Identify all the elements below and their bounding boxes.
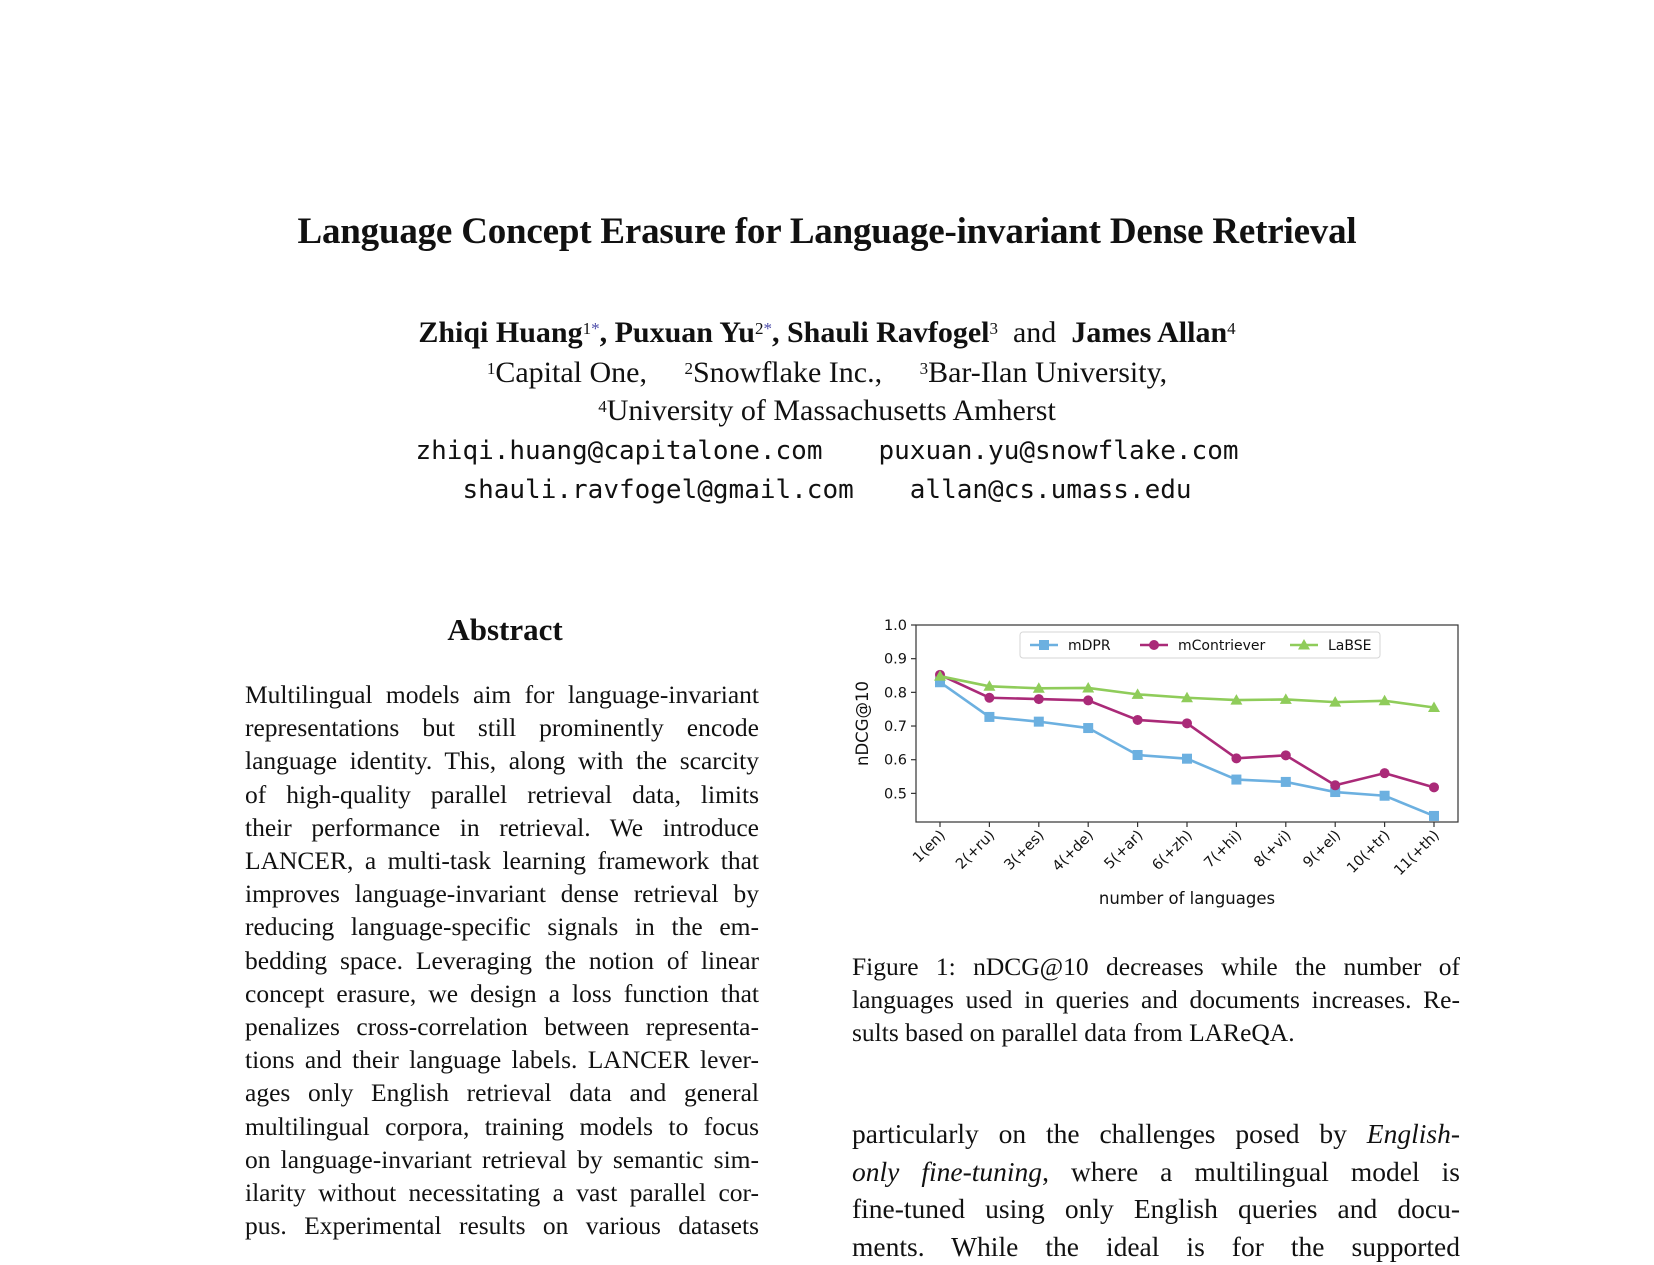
- data-point-circle: [1380, 768, 1390, 778]
- data-point-square: [984, 712, 994, 722]
- data-point-square: [1133, 750, 1143, 760]
- abstract-line: LANCER, a multi-task learning framework that: [245, 846, 759, 876]
- data-point-circle: [1034, 694, 1044, 704]
- legend-marker-icon: [1149, 640, 1159, 650]
- x-tick-label: 11(+th): [1391, 827, 1443, 879]
- data-point-square: [1380, 791, 1390, 801]
- x-tick-label: 4(+de): [1049, 827, 1098, 875]
- abstract-line: their performance in retrieval. We introduce: [245, 812, 759, 842]
- x-axis-label: number of languages: [1098, 889, 1276, 908]
- data-point-circle: [1231, 753, 1241, 763]
- author-list: Zhiqi Huang$^{1*}$, Puxuan $Yu^{2*}$, Shauli Ravfogel$^3$ and James Allan$^4$: [418, 316, 1236, 349]
- abstract-line: penalizes cross-correlation between representa-: [245, 1012, 759, 1042]
- y-tick-label: 0.8: [883, 685, 907, 702]
- data-point-square: [1231, 775, 1241, 785]
- abstract-line: Multilingual models aim for language-invariant: [245, 680, 759, 709]
- body-line: only fine-tuning, where a multilingual model is: [852, 1155, 1460, 1187]
- abstract-line: tions and their language labels. LANCER lever-: [245, 1045, 759, 1075]
- body-text-right-column: [852, 1115, 1460, 1262]
- data-point-square: [1083, 723, 1093, 733]
- affiliations-line-1: [0, 354, 1654, 392]
- x-tick-label: 2(+ru): [953, 827, 999, 873]
- data-point-square: [1034, 717, 1044, 727]
- x-tick-label: 5(+ar): [1101, 827, 1147, 873]
- email-link[interactable]: puxuan.yu@snowflake.com: [878, 436, 1239, 466]
- abstract-line: pus. Experimental results on various datasets: [245, 1211, 759, 1241]
- abstract-line: representations but still prominently encode: [245, 713, 759, 743]
- data-point-square: [1281, 777, 1291, 787]
- caption-line: sults based on parallel data from LAReQA.: [852, 1018, 1295, 1047]
- abstract-line: concept erasure, we design a loss function that: [245, 978, 759, 1008]
- author-name: James Allan: [1071, 316, 1228, 349]
- equal-contribution-mark: *: [763, 319, 772, 338]
- affil-mark: 2: [684, 359, 693, 378]
- x-tick-label: 9(+el): [1300, 827, 1345, 872]
- affil-mark: 3: [919, 359, 929, 378]
- email-link[interactable]: shauli.ravfogel@gmail.com: [462, 475, 854, 505]
- body-line-cut: ments. While the ideal is for the supported: [852, 1230, 1460, 1262]
- affiliation: Bar-Ilan University,: [928, 356, 1168, 389]
- author-name: Zhiqi Huang: [418, 316, 583, 349]
- abstract-line: ilarity without necessitating a vast parallel cor-: [245, 1178, 759, 1208]
- abstract-line: reducing language-specific signals in the em-: [245, 912, 759, 942]
- y-tick-label: 0.6: [883, 752, 907, 769]
- y-tick-label: 1.0: [883, 618, 907, 634]
- series-line-mcontriever: [940, 675, 1434, 787]
- affiliation: University of Massachusetts Amherst: [606, 394, 1056, 427]
- affil-mark: 1: [486, 359, 496, 378]
- data-point-square: [1429, 811, 1439, 821]
- body-line: particularly on the challenges posed by English-: [852, 1118, 1460, 1149]
- x-tick-label: 3(+es): [1001, 827, 1048, 874]
- x-tick-label: 10(+tr): [1344, 827, 1394, 877]
- data-point-circle: [1330, 780, 1340, 790]
- affiliation: Capital One,: [495, 356, 647, 389]
- data-point-square: [1182, 754, 1192, 764]
- x-tick-label: 7(+hi): [1201, 827, 1246, 872]
- y-axis-label: nDCG@10: [853, 681, 872, 766]
- x-tick-label: 1(en): [910, 827, 949, 867]
- data-point-circle: [1281, 750, 1291, 760]
- author-name: Shauli Ravfogel: [786, 316, 990, 349]
- affiliations-line-2: [0, 392, 1654, 430]
- legend-label: LaBSE: [1328, 638, 1372, 654]
- line-chart: [850, 610, 1470, 920]
- abstract-body: [245, 678, 759, 1242]
- caption-line: languages used in queries and documents increases. Re-: [852, 985, 1460, 1014]
- y-tick-label: 0.7: [883, 719, 907, 736]
- y-tick-label: 0.9: [883, 651, 907, 668]
- data-point-circle: [984, 693, 994, 703]
- abstract-line: ages only English retrieval data and general: [245, 1078, 759, 1108]
- affil-mark: 4: [598, 397, 607, 416]
- figure-caption: [852, 950, 1460, 1049]
- abstract-heading: Abstract: [447, 612, 563, 647]
- email-link[interactable]: allan@cs.umass.edu: [909, 475, 1192, 505]
- abstract-line: on language-invariant retrieval by semantic sim-: [245, 1144, 759, 1174]
- affiliation: Snowflake Inc.,: [692, 356, 883, 389]
- legend-marker-icon: [1039, 640, 1049, 650]
- author-name: Puxuan Yu: [614, 316, 755, 349]
- figure-1-chart: [850, 610, 1470, 920]
- legend-label: mContriever: [1178, 638, 1266, 654]
- data-point-circle: [1429, 782, 1439, 792]
- emails-line-1: [0, 436, 1654, 466]
- author-affil-mark: 4: [1227, 319, 1236, 338]
- data-point-circle: [1182, 718, 1192, 728]
- legend-label: mDPR: [1068, 638, 1111, 654]
- data-point-circle: [1133, 715, 1143, 725]
- equal-contribution-mark: *: [591, 319, 600, 338]
- abstract-line: of high-quality parallel retrieval data, limits: [245, 779, 759, 809]
- y-tick-label: 0.5: [883, 786, 907, 803]
- body-line: fine-tuned using only English queries and docu-: [852, 1193, 1460, 1224]
- paper-title: Language Concept Erasure for Language-invariant Dense Retrieval: [297, 211, 1357, 252]
- x-tick-label: 8(+vi): [1251, 827, 1295, 871]
- emails-line-2: [0, 475, 1654, 505]
- data-point-circle: [1083, 695, 1093, 705]
- author-conjunction: and: [1012, 316, 1057, 349]
- x-tick-label: 6(+zh): [1149, 827, 1196, 874]
- author-affil-mark: 1: [582, 319, 592, 338]
- emphasis: only fine-tuning: [852, 1155, 1043, 1187]
- emphasis: English-: [1366, 1118, 1460, 1149]
- abstract-line: improves language-invariant dense retrieval by: [245, 879, 759, 909]
- abstract-line: language identity. This, along with the scarcity: [245, 746, 759, 776]
- email-link[interactable]: zhiqi.huang@capitalone.com: [415, 436, 823, 466]
- abstract-line: bedding space. Leveraging the notion of linear: [245, 945, 759, 975]
- abstract-line: multilingual corpora, training models to focus: [245, 1111, 759, 1141]
- caption-line: Figure 1: nDCG@10 decreases while the number of: [852, 952, 1460, 981]
- author-affil-mark: 3: [989, 319, 998, 338]
- author-affil-mark: 2: [754, 319, 764, 338]
